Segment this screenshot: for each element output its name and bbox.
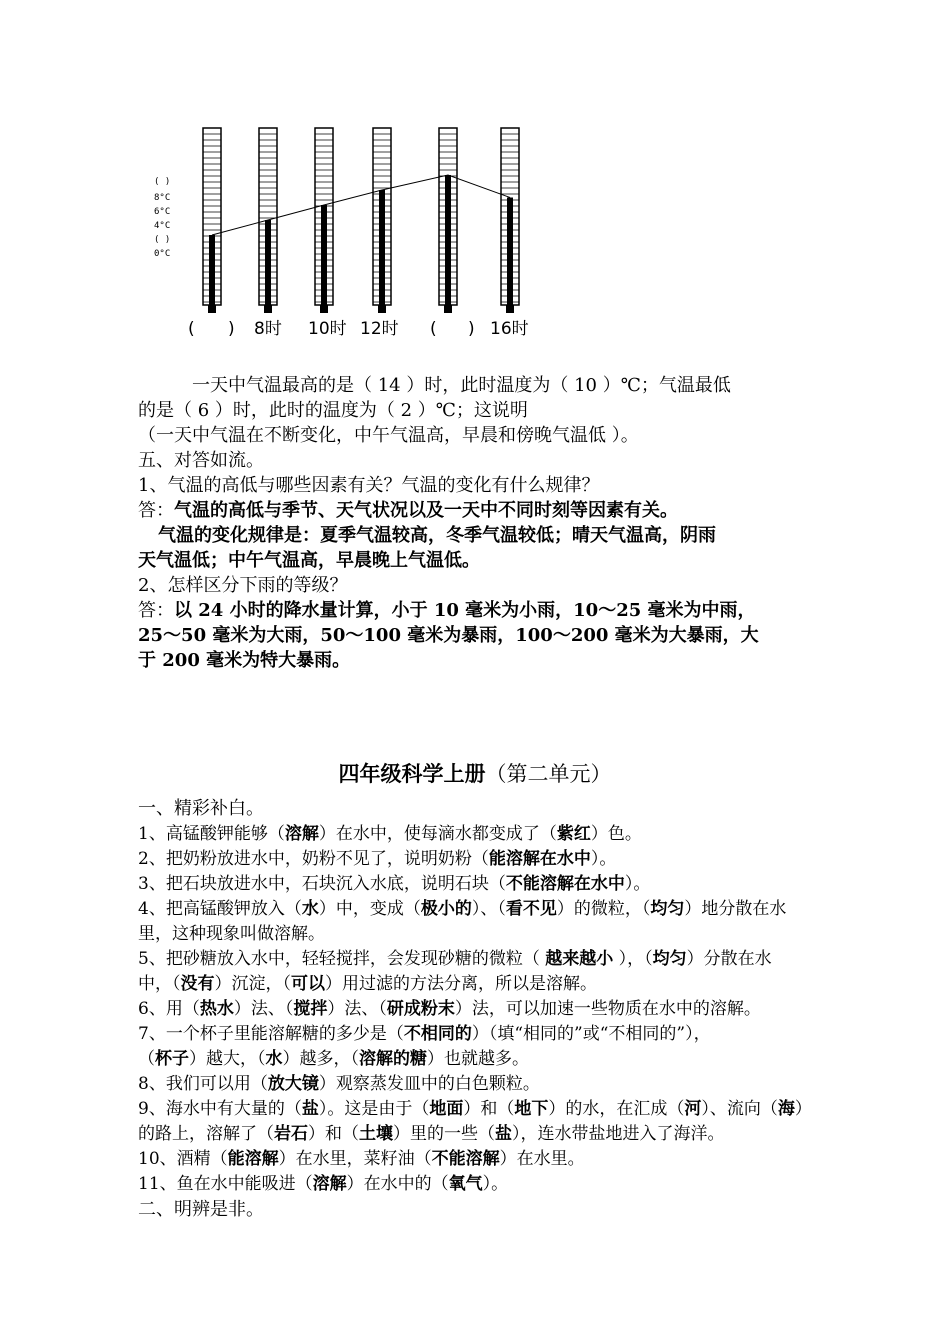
temperature-labels [154,177,170,259]
time-labels [188,319,529,339]
question-text: 3、把石块放进水中，石块沉入水底，说明石块（ [138,874,506,894]
temperature-label: ( ) [154,235,171,245]
question-text: ）色。 [590,824,642,844]
answer-blank: 可以 [291,974,325,994]
answer-blank: 杯子 [155,1049,189,1069]
fill-item-5 [138,951,772,968]
fill-item-3 [138,876,650,893]
thermometer-bulb [444,305,452,313]
time-label: ( [188,319,195,339]
question-text: ）法、（ [233,999,294,1019]
temperature-label: 4°C [154,221,171,231]
temperature-label: 0°C [154,249,171,259]
answer-prefix: 答： [138,600,174,621]
question-text: 1、高锰酸钾能够（ [138,824,285,844]
question-line-1: 一天中气温最高的是（ 14 ）时，此时温度为（ 10 ）℃；气温最低 [192,375,731,396]
page-title [0,763,950,785]
fill-item-4 [138,901,786,918]
question-line-2: 的是（ 6 ）时，此时的温度为（ 2 ）℃；这说明 [138,400,528,421]
answer-blank: 水 [265,1049,283,1069]
fill-item-9 [138,1101,812,1118]
answer-blank: 没有 [180,974,215,994]
time-label: 8时 [254,319,282,339]
question-text: （ [138,1049,155,1069]
question-text: ）的微粒，（ [556,899,651,919]
answer-blank: 河 [684,1099,702,1119]
question-text: ），连水带盐地进入了海洋。 [512,1124,725,1144]
answer-text: 以 24 小时的降水量计算，小于 10 毫米为小雨，10～25 毫米为中雨， [174,600,756,621]
question-text: 9、海水中有大量的（ [138,1099,302,1119]
question-text: ）。 [590,849,617,869]
question-1: 1、气温的高低与哪些因素有关？气温的变化有什么规律？ [138,475,600,496]
mercury-column [445,175,451,307]
temperature-label: ( ) [154,177,171,187]
answer-blank: 能溶解 [227,1149,279,1169]
question-text: ）越大，（ [189,1049,266,1069]
thermometer-figure [150,120,550,345]
fill-item-2 [138,851,616,868]
title-main: 四年级科学上册 [338,761,486,786]
question-text: ）法，可以加速一些物质在水中的溶解。 [454,999,761,1019]
question-text: 的路上，溶解了（ [138,1124,274,1144]
question-text: ）里的一些（ [393,1124,495,1144]
question-text: ）在水里。 [499,1149,585,1169]
part-two-heading: 二、明辨是非。 [138,1199,264,1220]
answer-blank: 不能溶解 [431,1149,500,1169]
fill-item-10 [138,1151,585,1168]
question-text: 2、把奶粉放进水中，奶粉不见了，说明奶粉（ [138,849,489,869]
answer-blank: 不相同的 [403,1024,472,1044]
time-label: ( [430,319,437,339]
answer-blank: 地面 [429,1099,464,1119]
answer-blank: 越来越小 [545,949,614,969]
question-2: 2、怎样区分下雨的等级？ [138,575,348,596]
answer-blank: 均匀 [650,899,685,919]
question-text: ）在水里，菜籽油（ [278,1149,432,1169]
question-text: ）在水中的（ [346,1174,449,1194]
answer-blank: 研成粉末 [386,999,455,1019]
question-text: ）法、（ [327,999,387,1019]
question-text: ）、（ [471,899,506,919]
time-label: ) [228,319,235,339]
thermometer-bulb [264,305,272,313]
mercury-column [379,190,385,307]
answer-blank: 不能溶解在水中 [505,874,625,894]
question-text: ）中，变成（ [318,899,421,919]
question-text: ），（ [613,949,653,969]
answer-blank: 热水 [199,999,234,1019]
question-text: ）。这是由于（ [318,1099,430,1119]
question-text: ）和（ [463,1099,515,1119]
question-text: ）在水中，使每滴水都变成了（ [318,824,557,844]
answer-1-line-1 [138,502,678,520]
question-text: ）。 [624,874,651,894]
question-text: ）（填“相同的”或“不相同的”）， [471,1024,711,1044]
question-text: 11、鱼在水中能吸进（ [138,1174,313,1194]
answer-1-line-2: 气温的变化规律是：夏季气温较高，冬季气温较低；晴天气温高，阴雨 [158,525,716,546]
fill-item-6 [138,1001,761,1018]
answer-blank: 溶解 [312,1174,347,1194]
thermometer-bulb [378,305,386,313]
answer-2-line-2: 25～50 毫米为大雨，50～100 毫米为暴雨，100～200 毫米为大暴雨，大 [138,625,759,646]
question-line-3: （一天中气温在不断变化，中午气温高，早晨和傍晚气温低 ）。 [138,425,639,446]
answer-blank: 均匀 [652,949,687,969]
question-text: ）也就越多。 [427,1049,529,1069]
answer-blank: 放大镜 [267,1074,319,1094]
question-text: ）观察蒸发皿中的白色颗粒。 [318,1074,540,1094]
answer-blank: 极小的 [420,899,472,919]
fill-item-7 [138,1026,711,1043]
answer-blank: 盐 [495,1124,512,1144]
question-text: 4、把高锰酸钾放入（ [138,899,302,919]
question-text: 中，（ [138,974,181,994]
fill-item-5-cont [138,976,597,993]
title-sub: （第二单元） [485,762,612,786]
fill-item-4-cont: 里，这种现象叫做溶解。 [138,924,325,944]
answer-blank: 溶解 [284,824,319,844]
mercury-column [321,205,327,307]
mercury-column [507,198,513,308]
time-label: ) [468,319,475,339]
question-text: 5、把砂糖放入水中，轻轻搅拌，会发现砂糖的微粒（ [138,949,546,969]
answer-blank: 岩石 [274,1124,308,1144]
answer-blank: 溶解的糖 [359,1049,427,1069]
answer-blank: 氧气 [448,1174,483,1194]
answer-prefix: 答： [138,500,174,521]
question-text: ）用过滤的方法分离，所以是溶解。 [325,974,597,994]
answer-blank: 地下 [514,1099,549,1119]
mercury-column [209,235,215,307]
answer-1-line-3: 天气温低；中午气温高，早晨晚上气温低。 [138,550,480,571]
question-text: ） [794,1099,812,1119]
question-text: ）地分散在水 [684,899,787,919]
answer-blank: 紫红 [556,824,591,844]
fill-item-8 [138,1076,540,1093]
temperature-label: 6°C [154,207,171,217]
question-text: ）和（ [308,1124,359,1144]
time-label: 12时 [360,319,399,339]
thermometer-bulb [208,305,216,313]
question-text: 10、酒精（ [138,1149,228,1169]
fill-item-11 [138,1176,508,1193]
question-text: ）。 [482,1174,509,1194]
thermometer-bulb [506,305,514,313]
question-text: ）、流向（ [701,1099,778,1119]
question-text: ）分散在水 [686,949,772,969]
answer-blank: 搅拌 [293,999,328,1019]
question-text: 7、一个杯子里能溶解糖的多少是（ [138,1024,404,1044]
thermometer-bulb [320,305,328,313]
answer-text: 气温的高低与季节、天气状况以及一天中不同时刻等因素有关。 [174,500,678,521]
mercury-column [265,220,271,307]
section-five-heading: 五、对答如流。 [138,450,264,471]
question-text: 6、用（ [138,999,200,1019]
answer-2-line-1 [138,602,756,620]
answer-blank: 能溶解在水中 [488,849,591,869]
temperature-trend-line [212,175,510,235]
answer-2-line-3: 于 200 毫米为特大暴雨。 [138,650,351,671]
question-text: ）越多，（ [282,1049,359,1069]
question-text: ）的水，在汇成（ [548,1099,685,1119]
fill-item-9-cont [138,1126,725,1143]
answer-blank: 盐 [301,1099,319,1119]
part-one-heading: 一、精彩补白。 [138,798,264,819]
fill-item-1 [138,826,642,843]
time-label: 16时 [490,319,529,339]
question-text: 8、我们可以用（ [138,1074,268,1094]
answer-blank: 水 [301,899,319,919]
temperature-label: 8°C [154,193,171,203]
answer-blank: 看不见 [505,899,557,919]
fill-item-7-cont [138,1051,529,1068]
answer-blank: 海 [777,1099,795,1119]
thermometer-group [203,128,519,313]
time-label: 10时 [308,319,347,339]
question-text: ）沉淀，（ [214,974,291,994]
answer-blank: 土壤 [359,1124,393,1144]
